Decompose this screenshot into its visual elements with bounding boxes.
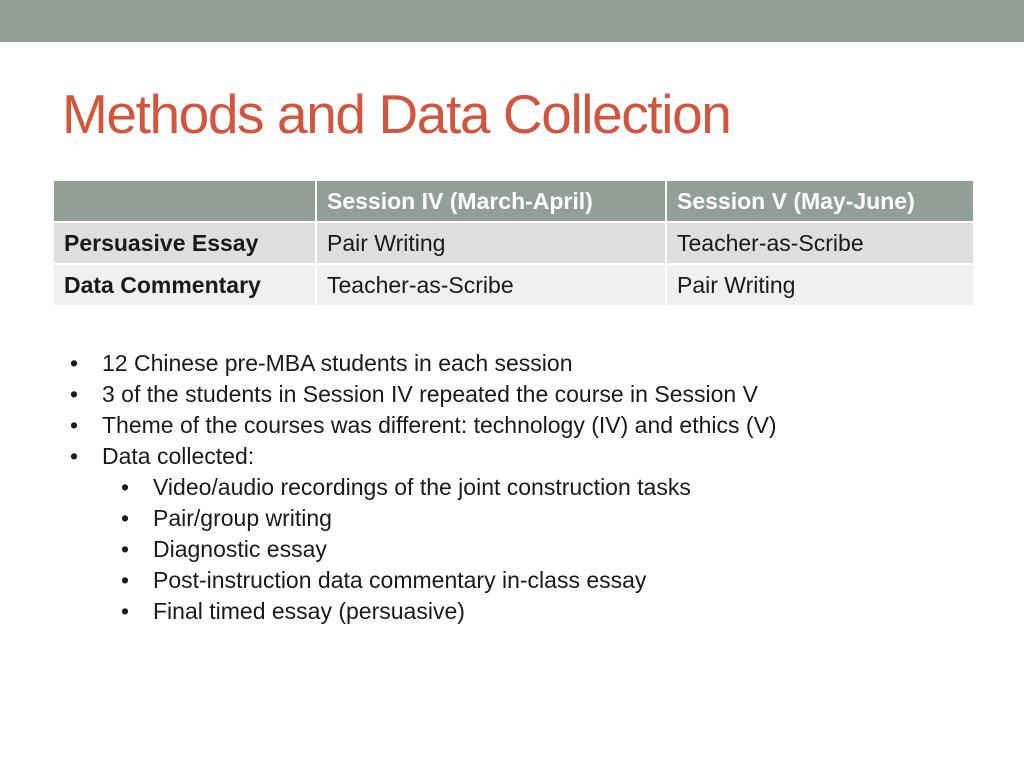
sub-bullet-item: • Post-instruction data commentary in-class essay xyxy=(121,565,777,596)
row-label: Data Commentary xyxy=(53,264,316,306)
row-label: Persuasive Essay xyxy=(53,222,316,264)
bullet-text: 3 of the students in Session IV repeated the course in Session V xyxy=(102,381,758,407)
table-cell: Pair Writing xyxy=(316,222,666,264)
sub-bullet-item: • Video/audio recordings of the joint construction tasks xyxy=(121,472,777,503)
table-header-row xyxy=(53,180,974,222)
bullet-list xyxy=(70,348,777,627)
sub-bullet-item: • Final timed essay (persuasive) xyxy=(121,596,777,627)
bullet-item xyxy=(70,441,777,627)
bullet-item xyxy=(70,379,777,410)
table-row xyxy=(53,222,974,264)
header-session-iv: Session IV (March-April) xyxy=(316,180,666,222)
table-cell: Pair Writing xyxy=(666,264,974,306)
slide-title: Methods and Data Collection xyxy=(62,83,731,145)
bullet-text: Data collected: xyxy=(102,443,255,469)
sub-bullet-list xyxy=(121,472,777,627)
header-corner-cell xyxy=(53,180,316,222)
bullet-text: Theme of the courses was different: technology (IV) and ethics (V) xyxy=(102,412,777,438)
bullet-text: 12 Chinese pre-MBA students in each session xyxy=(102,350,573,376)
bullet-item xyxy=(70,410,777,441)
sub-bullet-item: • Diagnostic essay xyxy=(121,534,777,565)
header-session-v: Session V (May-June) xyxy=(666,180,974,222)
table-cell: Teacher-as-Scribe xyxy=(316,264,666,306)
table-cell: Teacher-as-Scribe xyxy=(666,222,974,264)
session-table xyxy=(52,179,975,307)
bullet-item xyxy=(70,348,777,379)
top-bar xyxy=(0,0,1024,42)
sub-bullet-item: • Pair/group writing xyxy=(121,503,777,534)
table-row xyxy=(53,264,974,306)
